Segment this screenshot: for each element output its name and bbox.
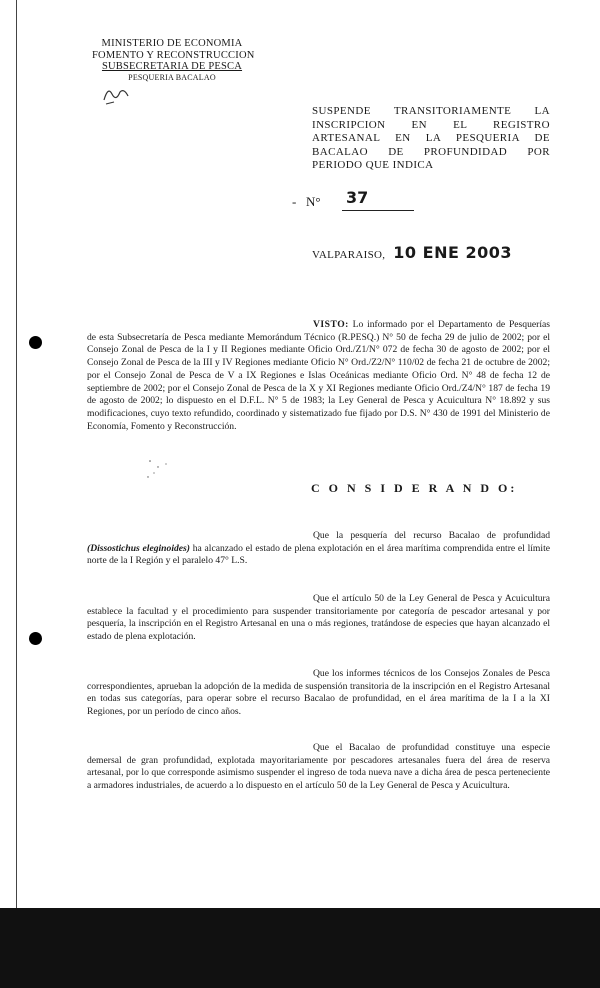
visto-paragraph (87, 319, 550, 433)
number-underline (342, 210, 414, 211)
letterhead-reference: PESQUERIA BACALAO (128, 72, 216, 82)
resolution-date (312, 243, 512, 262)
scan-specks (140, 455, 190, 485)
letterhead-fomento: FOMENTO Y RECONSTRUCCION (92, 49, 255, 61)
handwritten-initials-icon (102, 82, 132, 106)
considerando-paragraph-4: Que el Bacalao de profundidad constituye una especie demersal de gran profundidad, explotada mayoritariamente por pescadores artesanales fuera del área de reserva artesanal, por lo que corresponde asimismo suspender el ingreso de toda nueva nave a dicha área de pesca perteneciente a armadores industriales, de acuerdo a lo dispuesto en el artículo 50 de la Ley General de Pesca y Acuicultura. (87, 742, 550, 792)
scan-edge-line (16, 0, 17, 908)
number-label: N° (306, 194, 321, 209)
considerando-heading: C O N S I D E R A N D O: (311, 481, 518, 495)
date-place: VALPARAISO, (312, 249, 386, 261)
resolution-number (292, 188, 432, 214)
considerando-paragraph-3: Que los informes técnicos de los Consejos Zonales de Pesca correspondientes, aprueban la adopción de la medida de suspensión transitoria de la inscripción en el Registro Artesanal en todas sus categorías, para operar sobre el recurso Bacalao de profundidad, en el área marítima de la I a la XI Regiones, por un período de cinco años. (87, 668, 550, 718)
considerando-paragraph-2: Que el artículo 50 de la Ley General de Pesca y Acuicultura establece la facultad y el procedimiento para suspender transitoriamente por categoría de pescador artesanal y por pesquería, la inscripción en el Registro Artesanal en una o más regiones, tratándose de especies que hayan alcanzado el estado de plena explotación. (87, 593, 550, 643)
considerando-paragraph-1 (87, 530, 550, 568)
number-dash: - (292, 194, 297, 209)
letterhead-ministry: MINISTERIO DE ECONOMIA (101, 38, 243, 49)
punch-hole-bottom (29, 632, 42, 645)
letterhead (92, 38, 255, 83)
resolution-subject: SUSPENDE TRANSITORIAMENTE LA INSCRIPCION EN EL REGISTRO ARTESANAL EN LA PESQUERIA DE BACALAO DE PROFUNDIDAD POR PERIODO QUE INDICA (312, 105, 550, 171)
considerando-1-start: Que la pesquería del recurso Bacalao de profundidad (313, 530, 550, 541)
letterhead-subsecretaria: SUBSECRETARIA DE PESCA (101, 61, 243, 72)
punch-hole-top (29, 336, 42, 349)
species-scientific-name: (Dissostichus eleginoides) (87, 542, 190, 554)
date-stamp: 10 ENE 2003 (393, 243, 512, 262)
considerando-1-end: ha alcanzado el estado de plena explotación en el área marítima comprendida entre el límite norte de la I Región y el paralelo 47° L.S. (87, 542, 550, 567)
number-value: 37 (346, 188, 369, 207)
visto-label: VISTO: (313, 319, 349, 330)
visto-text: Lo informado por el Departamento de Pesquerías de esta Subsecretaría de Pesca mediante Memorándum Técnico (R.PESQ.) N° 50 de fecha 29 de julio de 2002; por el Consejo Zonal de Pesca de la I y II Regiones mediante Oficio Ord./Z1/N° 072 de fecha 30 de agosto de 2002; por el Consejo Zonal de Pesca de la III y IV Regiones mediante Oficio N° Ord./Z2/N° 110/02 de fecha 21 de octubre de 2002; por el Consejo Zonal de Pesca de V a IX Regiones e Islas Oceánicas mediante Oficio Ord. N° 48 de fecha 12 de septiembre de 2002; por el Consejo Zonal de Pesca de la X y XI Regiones mediante Oficio Ord./Z4/N° 187 de fecha 19 de agosto de 2002; lo dispuesto en el D.F.L. N° 5 de 1983; la Ley General de Pesca y Acuicultura N° 18.892 y sus modificaciones, cuyo texto refundido, coordinado y sistematizado fue fijado por D.S. N° 430 de 1991 del Ministerio de Economía, Fomento y Reconstrucción. (87, 319, 550, 432)
